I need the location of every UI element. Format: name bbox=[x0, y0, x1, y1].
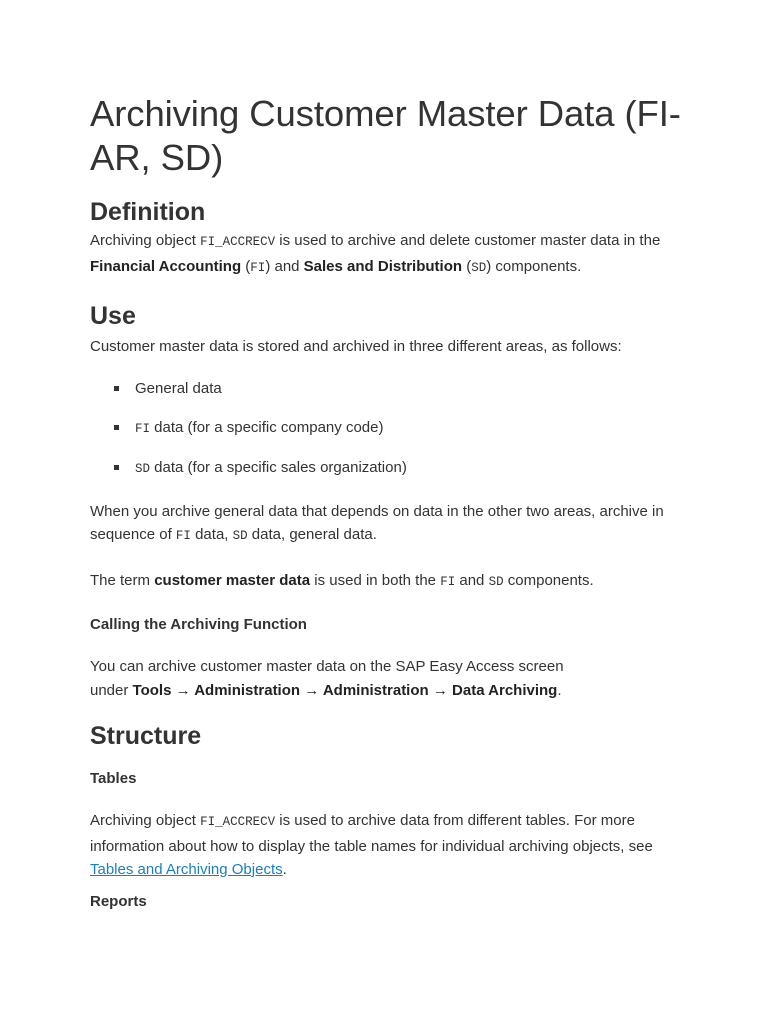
list-item: FI data (for a specific company code) bbox=[90, 418, 690, 439]
areas-list bbox=[90, 379, 690, 479]
use-heading: Use bbox=[90, 302, 136, 330]
bullet-icon bbox=[114, 386, 119, 391]
menu-path: Tools → Administration → Administration → Data Archiving bbox=[132, 681, 558, 699]
archiving-object-code: FI_ACCRECV bbox=[200, 235, 276, 249]
tables-and-archiving-objects-link[interactable]: Tables and Archiving Objects bbox=[90, 861, 283, 878]
structure-heading: Structure bbox=[90, 722, 202, 750]
definition-text: Archiving object FI_ACCRECV is used to archive and delete customer master data in the Financial Accounting (FI) and Sales and Distribution (SD) components. bbox=[90, 232, 661, 275]
calling-text: You can archive customer master data on the SAP Easy Access screen under Tools → Administration → Administration → Data Archiving. bbox=[90, 658, 564, 699]
reports-heading: Reports bbox=[90, 892, 147, 910]
bullet-icon bbox=[114, 465, 119, 470]
definition-heading: Definition bbox=[90, 198, 206, 226]
tables-text: Archiving object FI_ACCRECV is used to archive data from different tables. For more information about how to display the table names for individual archiving objects, see Tables and Archiving Objects. bbox=[90, 812, 653, 878]
tables-heading: Tables bbox=[90, 770, 137, 787]
use-intro: Customer master data is stored and archived in three different areas, as follows: bbox=[90, 338, 622, 355]
calling-heading: Calling the Archiving Function bbox=[90, 616, 307, 633]
archive-sequence-text: When you archive general data that depends on data in the other two areas, archive in sequence of FI data, SD data, general data. bbox=[90, 502, 664, 543]
page-title: Archiving Customer Master Data (FI-AR, SD) bbox=[90, 93, 681, 178]
term-text: The term customer master data is used in both the FI and SD components. bbox=[90, 571, 594, 589]
list-item: General data bbox=[90, 379, 690, 400]
document bbox=[90, 92, 690, 912]
bullet-icon bbox=[114, 425, 119, 430]
list-item: SD data (for a specific sales organization) bbox=[90, 458, 690, 479]
